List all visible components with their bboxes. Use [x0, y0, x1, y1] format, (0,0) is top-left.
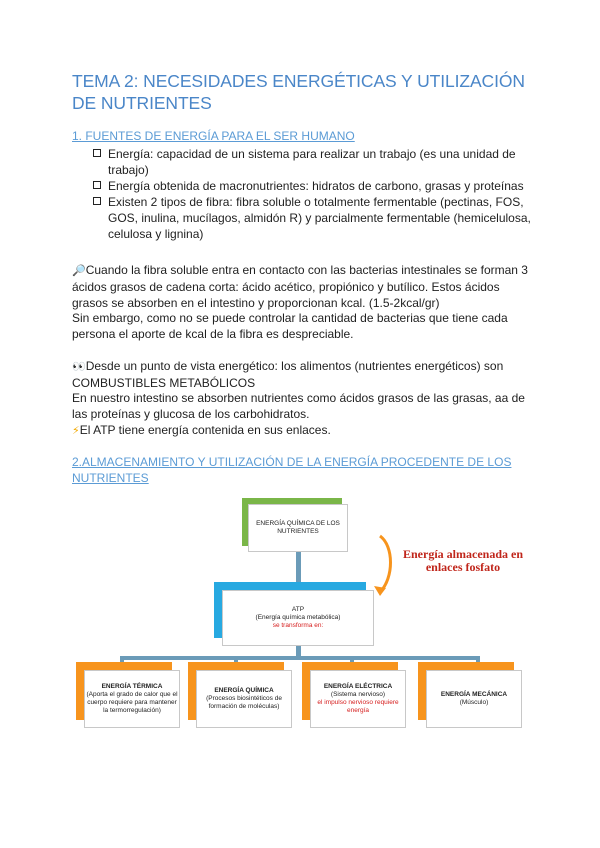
checkbox-icon: [93, 197, 101, 205]
connector: [234, 656, 238, 668]
bullet-list: [92, 146, 532, 242]
checkbox-icon: [93, 181, 101, 189]
thermal-energy-box: ENERGÍA TÉRMICA (Aporta el grado de calor que el cuerpo requiere para mantener la termorregulación): [84, 670, 180, 728]
paragraph: Sin embargo, como no se puede controlar la cantidad de bacterias que tiene cada persona el aporte de kcal de la fibra es despreciable.: [72, 311, 508, 341]
paragraph: En nuestro intestino se absorben nutrientes como ácidos grasos de las grasas, aa de las proteínas y glucosa de los carbohidratos.: [72, 391, 525, 421]
eyes-icon: 👀: [72, 360, 86, 373]
section-2-heading[interactable]: 2.ALMACENAMIENTO Y UTILIZACIÓN DE LA ENERGÍA PROCEDENTE DE LOS NUTRIENTES: [72, 455, 512, 485]
paragraph: ⚡El ATP tiene energía contenida en sus enlaces.: [72, 423, 331, 437]
list-item: Existen 2 tipos de fibra: fibra soluble o totalmente fermentable (pectinas, FOS, GOS, inulina, mucílagos, almidón R) y parcialmente fermentable (hemicelulosa, celulosa y lignina): [92, 194, 532, 242]
mechanical-energy-box: ENERGÍA MECÁNICA (Músculo): [426, 670, 522, 728]
magnifier-icon: 🔎: [72, 264, 86, 277]
section-1-heading[interactable]: 1. FUENTES DE ENERGÍA PARA EL SER HUMANO: [72, 129, 355, 143]
connector: [120, 656, 124, 668]
paragraph: 🔎Cuando la fibra soluble entra en contacto con las bacterias intestinales se forman 3 ácidos grasos de cadena corta: ácido acético, propiónico y butílico. Estos ácidos grasos se absorben en el intestino y proporcionan kcal. (1.5-2kcal/gr): [72, 263, 528, 310]
page-title: TEMA 2: NECESIDADES ENERGÉTICAS Y UTILIZACIÓN DE NUTRIENTES: [72, 71, 525, 113]
lightning-icon: ⚡: [72, 424, 80, 437]
energy-diagram: [72, 492, 528, 742]
connector: [476, 656, 480, 668]
atp-box: ATP (Energía química metabólica) se transforma en:: [222, 590, 374, 646]
connector: [296, 552, 301, 582]
connector: [350, 656, 354, 668]
paragraph: 👀Desde un punto de vista energético: los alimentos (nutrientes energéticos) son COMBUSTIBLES METABÓLICOS: [72, 359, 504, 390]
connector: [120, 656, 480, 660]
checkbox-icon: [93, 149, 101, 157]
stored-energy-label: Energía almacenada en enlaces fosfato: [403, 547, 523, 574]
list-item: Energía: capacidad de un sistema para realizar un trabajo (es una unidad de trabajo): [92, 146, 532, 178]
list-item: Energía obtenida de macronutrientes: hidratos de carbono, grasas y proteínas: [92, 178, 532, 194]
chemical-output-box: ENERGÍA QUÍMICA (Procesos biosintéticos de formación de moléculas): [196, 670, 292, 728]
chemical-energy-box: ENERGÍA QUÍMICA DE LOS NUTRIENTES: [248, 504, 348, 552]
electrical-energy-box: ENERGÍA ELÉCTRICA (Sistema nervioso) el impulso nervioso requiere energía: [310, 670, 406, 728]
